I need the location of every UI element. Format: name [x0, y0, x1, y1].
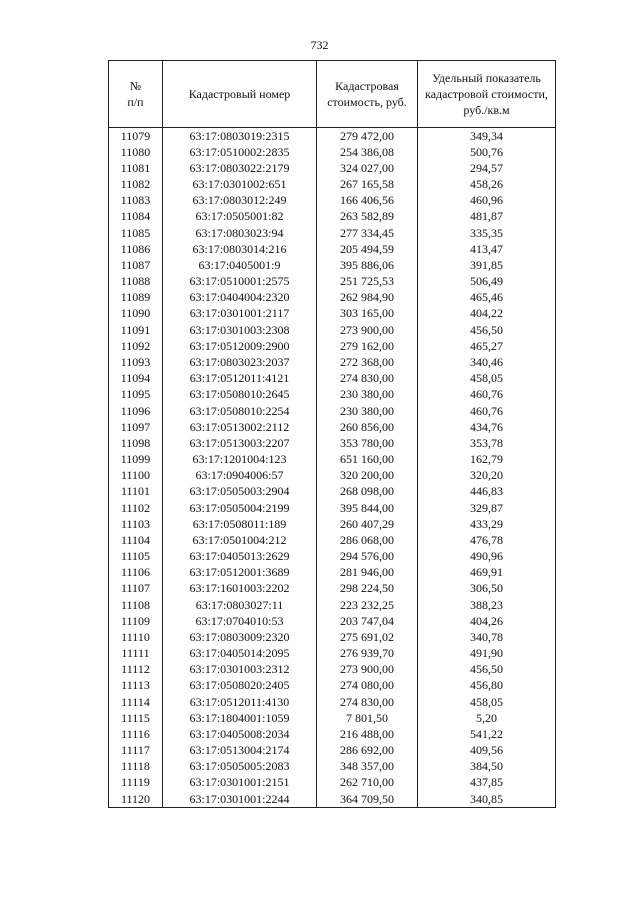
- cell-row-number: 11100: [109, 468, 163, 484]
- table-row: [109, 743, 556, 759]
- table-row: [109, 193, 556, 209]
- table-row: [109, 484, 556, 500]
- cell-row-number: 11116: [109, 726, 163, 742]
- cell-cadastral-value: 273 900,00: [317, 662, 418, 678]
- cell-row-number: 11095: [109, 387, 163, 403]
- table-row: [109, 387, 556, 403]
- table-header-row: [109, 61, 556, 128]
- cell-specific-value: 491,90: [418, 646, 556, 662]
- table-row: [109, 775, 556, 791]
- cell-specific-value: 433,29: [418, 516, 556, 532]
- cell-specific-value: 465,27: [418, 338, 556, 354]
- cell-cadastral-value: 276 939,70: [317, 646, 418, 662]
- cell-cadastral-number: 63:17:0512011:4121: [163, 371, 317, 387]
- cell-row-number: 11119: [109, 775, 163, 791]
- table-row: [109, 209, 556, 225]
- table-row: [109, 500, 556, 516]
- table-row: [109, 177, 556, 193]
- cell-cadastral-number: 63:17:0405001:9: [163, 257, 317, 273]
- page-number: 732: [310, 38, 329, 52]
- cell-cadastral-value: 395 844,00: [317, 500, 418, 516]
- cell-specific-value: 446,83: [418, 484, 556, 500]
- cell-cadastral-value: 260 407,29: [317, 516, 418, 532]
- table-row: [109, 403, 556, 419]
- cell-cadastral-number: 63:17:0301001:2244: [163, 791, 317, 808]
- cell-cadastral-number: 63:17:0512009:2900: [163, 338, 317, 354]
- cell-specific-value: 162,79: [418, 451, 556, 467]
- header-number-sign: № п/п: [127, 79, 144, 109]
- cell-cadastral-number: 63:17:0803019:2315: [163, 128, 317, 145]
- cell-cadastral-value: 251 725,53: [317, 274, 418, 290]
- cell-specific-value: 458,05: [418, 694, 556, 710]
- table-row: [109, 322, 556, 338]
- cell-cadastral-value: 324 027,00: [317, 160, 418, 176]
- cell-row-number: 11107: [109, 581, 163, 597]
- cell-row-number: 11108: [109, 597, 163, 613]
- table-row: [109, 710, 556, 726]
- cell-cadastral-number: 63:17:0510002:2835: [163, 144, 317, 160]
- cell-row-number: 11083: [109, 193, 163, 209]
- cell-cadastral-value: 277 334,45: [317, 225, 418, 241]
- cell-specific-value: 460,76: [418, 403, 556, 419]
- cell-specific-value: 413,47: [418, 241, 556, 257]
- table-row: [109, 306, 556, 322]
- cell-row-number: 11084: [109, 209, 163, 225]
- cell-specific-value: 506,49: [418, 274, 556, 290]
- cell-cadastral-number: 63:17:0904006:57: [163, 468, 317, 484]
- cell-cadastral-value: 230 380,00: [317, 403, 418, 419]
- cell-cadastral-number: 63:17:0704010:53: [163, 613, 317, 629]
- cell-cadastral-value: 281 946,00: [317, 565, 418, 581]
- cell-cadastral-number: 63:17:0513003:2207: [163, 435, 317, 451]
- cell-specific-value: 404,26: [418, 613, 556, 629]
- cell-cadastral-number: 63:17:0508020:2405: [163, 678, 317, 694]
- cell-specific-value: 458,05: [418, 371, 556, 387]
- cell-cadastral-value: 260 856,00: [317, 419, 418, 435]
- table-row: [109, 435, 556, 451]
- table-row: [109, 532, 556, 548]
- cell-row-number: 11111: [109, 646, 163, 662]
- cell-specific-value: 456,50: [418, 662, 556, 678]
- cell-specific-value: 460,96: [418, 193, 556, 209]
- table-row: [109, 726, 556, 742]
- table-row: [109, 338, 556, 354]
- cell-row-number: 11079: [109, 128, 163, 145]
- cell-cadastral-number: 63:17:0301001:2151: [163, 775, 317, 791]
- cell-specific-value: 469,91: [418, 565, 556, 581]
- cell-cadastral-value: 286 068,00: [317, 532, 418, 548]
- cell-cadastral-number: 63:17:0505005:2083: [163, 759, 317, 775]
- cell-specific-value: 391,85: [418, 257, 556, 273]
- cell-specific-value: 335,35: [418, 225, 556, 241]
- cell-cadastral-value: 353 780,00: [317, 435, 418, 451]
- cell-row-number: 11087: [109, 257, 163, 273]
- cell-row-number: 11114: [109, 694, 163, 710]
- cell-specific-value: 458,26: [418, 177, 556, 193]
- cell-cadastral-value: 395 886,06: [317, 257, 418, 273]
- table-row: [109, 371, 556, 387]
- cell-cadastral-value: 273 900,00: [317, 322, 418, 338]
- cell-specific-value: 437,85: [418, 775, 556, 791]
- cell-cadastral-value: 230 380,00: [317, 387, 418, 403]
- cell-specific-value: 465,46: [418, 290, 556, 306]
- table-row: [109, 257, 556, 273]
- cell-specific-value: 340,78: [418, 629, 556, 645]
- cell-cadastral-value: 294 576,00: [317, 548, 418, 564]
- cell-cadastral-number: 63:17:0513004:2174: [163, 743, 317, 759]
- cell-cadastral-number: 63:17:1201004:123: [163, 451, 317, 467]
- cell-cadastral-number: 63:17:0505001:82: [163, 209, 317, 225]
- cell-cadastral-value: 268 098,00: [317, 484, 418, 500]
- cell-row-number: 11112: [109, 662, 163, 678]
- cell-cadastral-number: 63:17:0803022:2179: [163, 160, 317, 176]
- cell-specific-value: 476,78: [418, 532, 556, 548]
- cell-cadastral-number: 63:17:0501004:212: [163, 532, 317, 548]
- cell-cadastral-number: 63:17:0803014:216: [163, 241, 317, 257]
- cell-specific-value: 541,22: [418, 726, 556, 742]
- cell-row-number: 11099: [109, 451, 163, 467]
- cell-cadastral-value: 7 801,50: [317, 710, 418, 726]
- table-row: [109, 354, 556, 370]
- cell-cadastral-value: 286 692,00: [317, 743, 418, 759]
- cell-row-number: 11098: [109, 435, 163, 451]
- cell-cadastral-value: 348 357,00: [317, 759, 418, 775]
- cell-cadastral-number: 63:17:0405014:2095: [163, 646, 317, 662]
- cell-specific-value: 456,50: [418, 322, 556, 338]
- cell-row-number: 11102: [109, 500, 163, 516]
- cell-cadastral-value: 274 830,00: [317, 694, 418, 710]
- table-row: [109, 274, 556, 290]
- cell-cadastral-value: 275 691,02: [317, 629, 418, 645]
- cell-cadastral-number: 63:17:0505003:2904: [163, 484, 317, 500]
- cell-specific-value: 456,80: [418, 678, 556, 694]
- cell-cadastral-value: 203 747,04: [317, 613, 418, 629]
- cell-cadastral-number: 63:17:0301003:2312: [163, 662, 317, 678]
- cell-cadastral-number: 63:17:0510001:2575: [163, 274, 317, 290]
- cell-row-number: 11096: [109, 403, 163, 419]
- cell-cadastral-value: 205 494,59: [317, 241, 418, 257]
- cell-row-number: 11120: [109, 791, 163, 808]
- cell-row-number: 11091: [109, 322, 163, 338]
- cell-cadastral-value: 303 165,00: [317, 306, 418, 322]
- table-row: [109, 629, 556, 645]
- cell-row-number: 11088: [109, 274, 163, 290]
- header-row-number: [109, 61, 163, 128]
- cell-cadastral-number: 63:17:1804001:1059: [163, 710, 317, 726]
- cell-cadastral-number: 63:17:0803023:2037: [163, 354, 317, 370]
- cell-row-number: 11106: [109, 565, 163, 581]
- table-row: [109, 613, 556, 629]
- cell-specific-value: 329,87: [418, 500, 556, 516]
- cell-row-number: 11103: [109, 516, 163, 532]
- cell-cadastral-number: 63:17:0508011:189: [163, 516, 317, 532]
- cell-cadastral-value: 298 224,50: [317, 581, 418, 597]
- table-row: [109, 160, 556, 176]
- table-row: [109, 225, 556, 241]
- cell-cadastral-number: 63:17:0803009:2320: [163, 629, 317, 645]
- cell-specific-value: 500,76: [418, 144, 556, 160]
- cell-row-number: 11115: [109, 710, 163, 726]
- cell-specific-value: 409,56: [418, 743, 556, 759]
- cell-specific-value: 349,34: [418, 128, 556, 145]
- table-row: [109, 759, 556, 775]
- cell-row-number: 11086: [109, 241, 163, 257]
- cell-specific-value: 388,23: [418, 597, 556, 613]
- table-row: [109, 581, 556, 597]
- header-cadastral-value: Кадастровая стоимость, руб.: [317, 61, 418, 128]
- cell-row-number: 11097: [109, 419, 163, 435]
- cell-row-number: 11117: [109, 743, 163, 759]
- cell-cadastral-value: 279 162,00: [317, 338, 418, 354]
- cell-specific-value: 434,76: [418, 419, 556, 435]
- table-row: [109, 128, 556, 145]
- cell-row-number: 11104: [109, 532, 163, 548]
- cell-row-number: 11089: [109, 290, 163, 306]
- cell-cadastral-number: 63:17:0803012:249: [163, 193, 317, 209]
- cell-cadastral-value: 320 200,00: [317, 468, 418, 484]
- cell-row-number: 11109: [109, 613, 163, 629]
- cell-cadastral-number: 63:17:1601003:2202: [163, 581, 317, 597]
- cell-cadastral-value: 274 830,00: [317, 371, 418, 387]
- cell-cadastral-value: 262 710,00: [317, 775, 418, 791]
- header-cadastral-number: Кадастровый номер: [163, 61, 317, 128]
- cell-specific-value: 306,50: [418, 581, 556, 597]
- cell-specific-value: 340,85: [418, 791, 556, 808]
- cell-specific-value: 481,87: [418, 209, 556, 225]
- table-row: [109, 419, 556, 435]
- cell-cadastral-value: 216 488,00: [317, 726, 418, 742]
- cell-specific-value: 353,78: [418, 435, 556, 451]
- cadastral-value-table: [108, 60, 556, 808]
- cell-cadastral-number: 63:17:0803027:11: [163, 597, 317, 613]
- cell-cadastral-value: 364 709,50: [317, 791, 418, 808]
- table-row: [109, 694, 556, 710]
- cell-row-number: 11085: [109, 225, 163, 241]
- cell-cadastral-number: 63:17:0508010:2645: [163, 387, 317, 403]
- cell-row-number: 11094: [109, 371, 163, 387]
- cell-cadastral-number: 63:17:0512011:4130: [163, 694, 317, 710]
- cell-specific-value: 294,57: [418, 160, 556, 176]
- table-row: [109, 451, 556, 467]
- cell-row-number: 11092: [109, 338, 163, 354]
- table-row: [109, 565, 556, 581]
- table-body: [109, 128, 556, 808]
- cell-specific-value: 490,96: [418, 548, 556, 564]
- table-row: [109, 662, 556, 678]
- cell-row-number: 11113: [109, 678, 163, 694]
- header-specific-value: Удельный показатель кадастровой стоимости, руб./кв.м: [418, 61, 556, 128]
- cell-cadastral-number: 63:17:0404004:2320: [163, 290, 317, 306]
- cell-cadastral-number: 63:17:0803023:94: [163, 225, 317, 241]
- cell-specific-value: 460,76: [418, 387, 556, 403]
- table-row: [109, 468, 556, 484]
- cell-cadastral-number: 63:17:0301001:2117: [163, 306, 317, 322]
- cell-row-number: 11101: [109, 484, 163, 500]
- table-row: [109, 290, 556, 306]
- table-row: [109, 516, 556, 532]
- cell-cadastral-value: 274 080,00: [317, 678, 418, 694]
- cell-cadastral-value: 254 386,08: [317, 144, 418, 160]
- cell-row-number: 11093: [109, 354, 163, 370]
- cell-cadastral-value: 263 582,89: [317, 209, 418, 225]
- table-row: [109, 548, 556, 564]
- cell-cadastral-value: 166 406,56: [317, 193, 418, 209]
- cell-row-number: 11105: [109, 548, 163, 564]
- cell-cadastral-number: 63:17:0301002:651: [163, 177, 317, 193]
- cell-row-number: 11118: [109, 759, 163, 775]
- cell-cadastral-value: 651 160,00: [317, 451, 418, 467]
- cell-specific-value: 384,50: [418, 759, 556, 775]
- cell-cadastral-value: 223 232,25: [317, 597, 418, 613]
- cell-cadastral-value: 267 165,58: [317, 177, 418, 193]
- table-row: [109, 241, 556, 257]
- cell-cadastral-number: 63:17:0405008:2034: [163, 726, 317, 742]
- cell-cadastral-value: 279 472,00: [317, 128, 418, 145]
- cell-specific-value: 5,20: [418, 710, 556, 726]
- table-row: [109, 646, 556, 662]
- cell-cadastral-value: 262 984,90: [317, 290, 418, 306]
- cell-row-number: 11110: [109, 629, 163, 645]
- cell-cadastral-number: 63:17:0513002:2112: [163, 419, 317, 435]
- cell-row-number: 11080: [109, 144, 163, 160]
- cell-cadastral-number: 63:17:0301003:2308: [163, 322, 317, 338]
- cell-specific-value: 404,22: [418, 306, 556, 322]
- cell-cadastral-value: 272 368,00: [317, 354, 418, 370]
- table-row: [109, 678, 556, 694]
- cell-cadastral-number: 63:17:0508010:2254: [163, 403, 317, 419]
- cell-specific-value: 340,46: [418, 354, 556, 370]
- cell-cadastral-number: 63:17:0505004:2199: [163, 500, 317, 516]
- table-row: [109, 597, 556, 613]
- cell-specific-value: 320,20: [418, 468, 556, 484]
- cell-row-number: 11090: [109, 306, 163, 322]
- cell-row-number: 11082: [109, 177, 163, 193]
- cell-row-number: 11081: [109, 160, 163, 176]
- table-row: [109, 791, 556, 808]
- cell-cadastral-number: 63:17:0512001:3689: [163, 565, 317, 581]
- table-row: [109, 144, 556, 160]
- cell-cadastral-number: 63:17:0405013:2629: [163, 548, 317, 564]
